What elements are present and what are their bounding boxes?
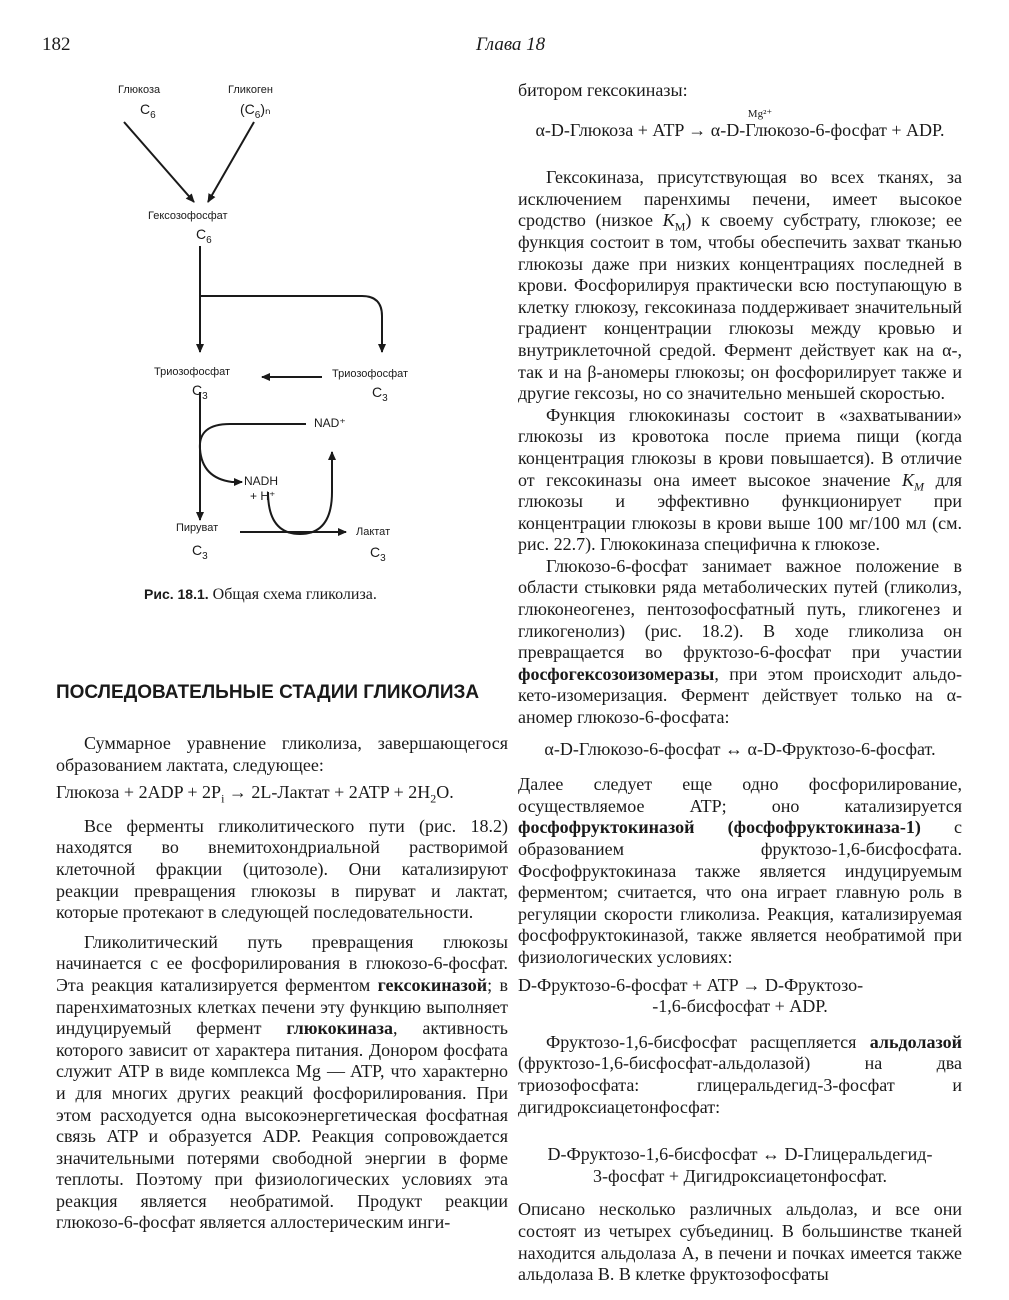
section-title: ПОСЛЕДОВАТЕЛЬНЫЕ СТАДИИ ГЛИКОЛИЗА: [56, 682, 480, 703]
left-equation-summary: Глюкоза + $2ADP + 2P_i$ → 2L-Лактат + $2ATP + 2H_2O$.: [56, 782, 454, 806]
label-pyruvate-carbons: $C_3$: [192, 542, 208, 562]
label-triose-right: Триозофосфат: [332, 368, 409, 380]
figure-caption-text: Общая схема гликолиза.: [208, 586, 377, 603]
running-head: Глава 18: [476, 34, 546, 55]
figure-caption-number: Рис. 18.1.: [144, 586, 209, 602]
label-glycogen: Гликоген: [228, 84, 273, 96]
right-paragraph-0: битором гексокиназы:: [518, 80, 688, 100]
page-number: 182: [42, 34, 71, 55]
label-glucose-carbons: $C_6$: [140, 101, 156, 121]
right-equation-1-cofactor: Mg²⁺: [747, 107, 773, 120]
left-paragraph-2: Все ферменты гликолитического пути (рис. 18.2) находятся во внемитохондриальной растворимой клеточной фракции (цитозоле). Они катализируют реакции превращения глюкозы в пируват и лактат, которые протекают в следующей последовательности.: [56, 815, 508, 923]
right-equation-1: α-D-Глюкоза + ATP → α-D-Глюкозо-6-фосфат + ADP.: [535, 119, 945, 140]
right-column: [518, 80, 962, 1286]
arrow-glycogen-to-hexose: [208, 122, 254, 202]
arrow-pyruvate-to-lactate: [268, 452, 332, 534]
label-lactate-carbons: $C_3$: [370, 544, 386, 564]
label-glycogen-carbons: $(C_6)_n$: [240, 101, 271, 121]
label-pyruvate: Пируват: [176, 522, 219, 534]
term-phosphofructokinase: фосфофруктокиназой (фосфофруктокиназа-1): [518, 817, 921, 838]
arrow-glucose-to-hexose: [124, 122, 194, 202]
term-hexokinase: гексокиназой: [377, 974, 488, 995]
right-paragraph-5: Фруктозо-1,6-бисфосфат расщепляется альдолазой (фруктозо-1,6-бисфосфат-альдолазой) на два триозофосфата: глицеральдегид-3-фосфат и дигидроксиацетонфосфат:: [518, 1031, 962, 1117]
label-triose-left: Триозофосфат: [154, 366, 231, 378]
left-paragraph-3: Гликолитический путь превращения глюкозы начинается с ее фосфорилирования в глюкозо-6-фосфат. Эта реакция катализируется ферментом гексокиназой; в паренхиматозных клетках печени эту функцию выполняет индуцируемый фермент глюкокиназа, активность которого зависит от характера питания. Донором фосфата служит ATP в виде комплекса Mg — ATP, что характерно и для многих других реакций фосфорилирования. При этом расходуется одна высокоэнергетическая фосфатная связь ATP и образуется ADP. Реакция сопровождается значительными потерями свободной энергии в форме теплоты. Поэтому при физиологических условиях эта реакция является необратимой. Продукт реакции глюкозо-6-фосфат является аллостерическим инги-: [56, 931, 508, 1233]
arrow-hexose-to-triose-right: [200, 296, 382, 352]
left-column: [56, 733, 508, 1234]
right-equation-3-line-2: -1,6-бисфосфат + ADP.: [652, 996, 828, 1017]
right-paragraph-6: Описано несколько различных альдолаз, и все они состоят из четырех субъединиц. В большинстве тканей находится альдолаза A, в печени и почках имеется также альдолаза B. В клетке фруктозофосфаты: [518, 1199, 962, 1285]
label-nad: NAD⁺: [314, 416, 346, 430]
label-nadh-h: + H⁺: [250, 489, 276, 503]
right-equation-2: α-D-Глюкозо-6-фосфат ↔ α-D-Фруктозо-6-фосфат.: [544, 738, 936, 759]
left-paragraph-1: Суммарное уравнение гликолиза, завершающегося образованием лактата, следующее:: [56, 733, 508, 775]
figure-caption: [144, 586, 377, 604]
label-hexose-phosphate: Гексозофосфат: [148, 210, 228, 222]
right-equation-4-line-1: D-Фруктозо-1,6-бисфосфат ↔ D-Глицеральдегид-: [547, 1144, 933, 1165]
label-triose-left-carbons: $C_3$: [192, 382, 208, 402]
right-paragraph-1: Гексокиназа, присутствующая во всех тканях, за исключением паренхимы печени, имеет высокое сродство (низкое $K_M$) к своему субстрату, глюкозе; ее функция состоит в том, чтобы обеспечить захват тканью глюкозы даже при низких концентрациях последней в крови. Фосфорилируя практически всю поступающую в клетку глюкозу, гексокиназа поддерживает значительный градиент концентрации глюкозы между кровью и внутриклеточной средой. Фермент действует как на α-, так и на β-аномеры глюкозы; он фосфорилирует также и другие гексозы, но со значительно меньшей скоростью.: [518, 167, 962, 404]
term-glucokinase: глюкокиназа: [286, 1018, 393, 1039]
term-aldolase: альдолазой: [869, 1031, 962, 1052]
right-equation-3-line-1: D-Фруктозо-6-фосфат + ATP → D-Фруктозо-: [518, 974, 864, 995]
right-equation-4-line-2: 3-фосфат + Дигидроксиацетонфосфат.: [593, 1165, 887, 1186]
label-glucose: Глюкоза: [118, 84, 161, 96]
right-paragraph-3: Глюкозо-6-фосфат занимает важное положение в области стыковки ряда метаболических путей (гликолиз, глюконеогенез, пентозофосфатный путь, гликогенез и гликогенолиз) (рис. 18.2). В ходе гликолиза он превращается во фруктозо-6-фосфат при участии фосфогексозоизомеразы, при этом происходит альдо-кето-изомеризация. Фермент действует только на α-аномер глюкозо-6-фосфата:: [518, 555, 962, 728]
label-lactate: Лактат: [356, 526, 391, 538]
label-triose-right-carbons: $C_3$: [372, 384, 388, 404]
label-hexose-carbons: $C_6$: [196, 226, 212, 246]
right-paragraph-2: Функция глюкокиназы состоит в «захватывании» глюкозы из кровотока после приема пищи (когда концентрация глюкозы в крови повышается). В отличие от гексокиназы она имеет высокое значение $K_M$ для глюкозы и эффективно функционирует при концентрации глюкозы в крови выше 100 мг/100 мл (см. рис. 22.7). Глюкокиназа специфична к глюкозе.: [518, 404, 962, 555]
right-paragraph-4: Далее следует еще одно фосфорилирование, осуществляемое ATP; оно катализируется фосфофруктокиназой (фосфофруктокиназа-1) с образованием фруктозо-1,6-бисфосфата. Фосфофруктокиназа также является индуцируемым ферментом; считается, что она играет главную роль в регуляции скорости гликолиза. Реакция, катализируемая фосфофруктокиназой, также является необратимой при физиологических условиях:: [518, 774, 962, 967]
glycolysis-scheme-figure: [100, 74, 440, 574]
label-nadh: NADH: [244, 474, 279, 488]
term-phosphohexose-isomerase: фосфогексозоизомеразы: [518, 663, 715, 684]
